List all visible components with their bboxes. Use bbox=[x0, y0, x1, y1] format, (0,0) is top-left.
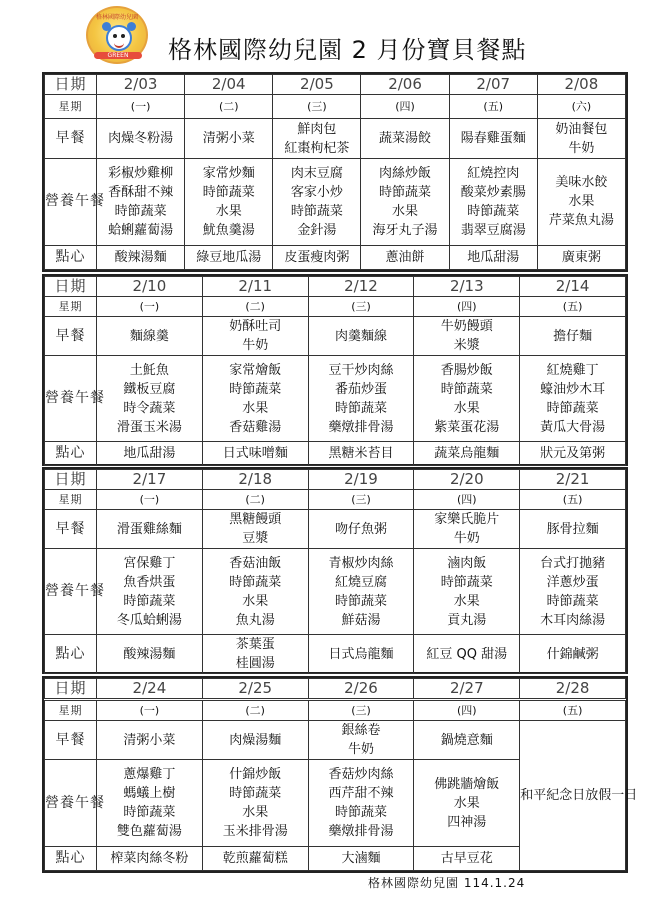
row-snack bbox=[45, 442, 626, 466]
menu-line: 彩椒炒雞柳 bbox=[108, 165, 174, 181]
lunch-cell bbox=[308, 549, 414, 635]
menu-line: 魷魚羹湯 bbox=[202, 222, 255, 238]
lunch-cell bbox=[520, 356, 626, 442]
logo-tag: GREEN bbox=[94, 52, 142, 59]
snack-cell: 酸辣湯麵 bbox=[97, 635, 203, 674]
menu-table bbox=[44, 74, 626, 270]
weekday-cell: (一) bbox=[97, 95, 185, 119]
menu-line: 藥燉排骨湯 bbox=[328, 824, 394, 840]
snack-cell: 綠豆地瓜湯 bbox=[185, 245, 273, 269]
menu-line: 佛跳牆燴飯 bbox=[434, 776, 500, 792]
row-label-weekday: 星期 bbox=[45, 490, 97, 510]
breakfast-cell: 滑蛋雞絲麵 bbox=[97, 510, 203, 549]
weekday-cell: (三) bbox=[308, 297, 414, 317]
row-label-lunch bbox=[45, 760, 105, 846]
weekday-cell: (五) bbox=[449, 95, 537, 119]
lunch-cell bbox=[97, 158, 185, 245]
menu-line: 時節蔬菜 bbox=[334, 400, 387, 416]
weekday-cell: (四) bbox=[414, 700, 520, 721]
menu-line: 芹菜魚丸湯 bbox=[548, 213, 614, 229]
menu-line: 水果 bbox=[242, 805, 269, 821]
weekday-cell: (一) bbox=[97, 490, 203, 510]
menu-line: 時節蔬菜 bbox=[334, 593, 387, 609]
breakfast-cell: 肉羹麵線 bbox=[308, 317, 414, 356]
menu-line: 螞蟻上樹 bbox=[123, 786, 176, 802]
breakfast-cell: 麵線羹 bbox=[97, 317, 203, 356]
weekday-cell: (二) bbox=[202, 297, 308, 317]
lunch-cell bbox=[308, 760, 414, 846]
row-weekday bbox=[45, 490, 626, 510]
menu-line: 時節蔬菜 bbox=[123, 593, 176, 609]
menu-line: 青椒炒肉絲 bbox=[328, 555, 394, 571]
footer-note: 格林國際幼兒園 114.1.24 bbox=[368, 876, 526, 890]
menu-line: 桂圓湯 bbox=[235, 656, 275, 671]
menu-line: 香菇炒肉絲 bbox=[328, 767, 394, 783]
menu-line: 時節蔬菜 bbox=[467, 203, 520, 219]
menu-line: 時節蔬菜 bbox=[440, 381, 493, 397]
menu-line: 牛奶 bbox=[347, 742, 374, 758]
row-label-breakfast: 早餐 bbox=[45, 317, 97, 356]
menu-line: 時節蔬菜 bbox=[202, 184, 255, 200]
weekday-cell: (四) bbox=[414, 490, 520, 510]
menu-line: 奶油餐包 bbox=[555, 121, 608, 137]
row-label-breakfast: 早餐 bbox=[45, 119, 97, 158]
menu-line: 奶酥吐司 bbox=[229, 319, 282, 334]
date-cell: 2/04 bbox=[185, 75, 273, 95]
weekday-cell: (二) bbox=[185, 95, 273, 119]
menu-line: 魚丸湯 bbox=[235, 612, 275, 628]
menu-line: 四神湯 bbox=[447, 814, 487, 830]
breakfast-cell: 豚骨拉麵 bbox=[520, 510, 626, 549]
menu-line: 米漿 bbox=[453, 338, 480, 353]
weekday-cell: (三) bbox=[308, 700, 414, 721]
lunch-cell bbox=[520, 549, 626, 635]
menu-line: 水果 bbox=[453, 593, 480, 609]
snack-cell: 古早豆花 bbox=[414, 846, 520, 870]
menu-table bbox=[44, 469, 626, 674]
row-date bbox=[45, 470, 626, 490]
logo-text: 格林國際幼兒園 bbox=[95, 14, 138, 21]
breakfast-cell: 陽春雞蛋麵 bbox=[449, 119, 537, 158]
weekday-cell: (四) bbox=[361, 95, 449, 119]
menu-line: 水果 bbox=[242, 400, 269, 416]
menu-line: 宮保雞丁 bbox=[123, 555, 176, 571]
menu-line: 茶葉蛋 bbox=[235, 637, 275, 652]
row-label-snack: 點心 bbox=[45, 442, 97, 466]
menu-line: 牛奶 bbox=[453, 531, 480, 546]
row-label-date: 日期 bbox=[45, 75, 97, 95]
snack-cell: 蔬菜烏龍麵 bbox=[414, 442, 520, 466]
date-cell: 2/08 bbox=[537, 75, 625, 95]
menu-line: 台式打拋豬 bbox=[540, 555, 606, 571]
menu-line: 時節蔬菜 bbox=[440, 574, 493, 590]
lunch-cell bbox=[202, 549, 308, 635]
date-cell: 2/12 bbox=[308, 277, 414, 297]
breakfast-cell: 擔仔麵 bbox=[520, 317, 626, 356]
row-label-date: 日期 bbox=[45, 470, 97, 490]
weekday-cell: (四) bbox=[414, 297, 520, 317]
breakfast-cell: 清粥小菜 bbox=[97, 721, 203, 760]
lunch-cell bbox=[308, 356, 414, 442]
menu-line: 鮮菇湯 bbox=[341, 612, 381, 628]
menu-line: 金針湯 bbox=[297, 222, 337, 238]
menu-line: 肉絲炒飯 bbox=[379, 165, 432, 181]
weekday-cell: (一) bbox=[97, 700, 203, 721]
menu-line: 貢丸湯 bbox=[447, 612, 487, 628]
weekday-cell: (五) bbox=[520, 490, 626, 510]
menu-line: 銀絲卷 bbox=[341, 723, 381, 739]
kindergarten-logo bbox=[86, 6, 148, 64]
menu-line: 西芹甜不辣 bbox=[328, 786, 394, 802]
weekday-cell: (三) bbox=[273, 95, 361, 119]
menu-line: 時節蔬菜 bbox=[546, 593, 599, 609]
lunch-cell bbox=[414, 549, 520, 635]
weekday-cell: (一) bbox=[97, 297, 203, 317]
date-cell: 2/03 bbox=[97, 75, 185, 95]
menu-line: 土魠魚 bbox=[129, 362, 169, 378]
date-cell: 2/21 bbox=[520, 470, 626, 490]
breakfast-cell bbox=[202, 510, 308, 549]
breakfast-cell: 鍋燒意麵 bbox=[414, 721, 520, 760]
row-date bbox=[45, 277, 626, 297]
menu-line: 時節蔬菜 bbox=[229, 574, 282, 590]
menu-line: 時節蔬菜 bbox=[123, 805, 176, 821]
menu-line: 牛奶 bbox=[568, 140, 595, 156]
menu-line: 肉末豆腐 bbox=[290, 165, 343, 181]
weekday-cell: (二) bbox=[202, 700, 308, 721]
snack-cell: 紅豆 QQ 甜湯 bbox=[414, 635, 520, 674]
menu-line: 黃瓜大骨湯 bbox=[540, 419, 606, 435]
menu-line: 魚香烘蛋 bbox=[123, 574, 176, 590]
lunch-cell bbox=[202, 760, 308, 846]
date-cell: 2/26 bbox=[308, 679, 414, 700]
row-label-snack: 點心 bbox=[45, 635, 97, 674]
row-breakfast bbox=[45, 721, 626, 760]
row-breakfast bbox=[45, 317, 626, 356]
menu-line: 時節蔬菜 bbox=[379, 184, 432, 200]
weekday-cell: (六) bbox=[537, 95, 625, 119]
menu-line: 番茄炒蛋 bbox=[334, 381, 387, 397]
menu-line: 午餐 bbox=[75, 390, 105, 406]
snack-cell: 廣東粥 bbox=[537, 245, 625, 269]
row-label-date: 日期 bbox=[45, 277, 97, 297]
snack-cell: 地瓜甜湯 bbox=[449, 245, 537, 269]
menu-line: 蛤蜊蘿蔔湯 bbox=[108, 222, 174, 238]
date-cell: 2/07 bbox=[449, 75, 537, 95]
week-table-4 bbox=[42, 676, 638, 873]
snack-cell: 什錦鹹粥 bbox=[520, 635, 626, 674]
menu-line: 香腸炒飯 bbox=[440, 362, 493, 378]
menu-line: 放假一日 bbox=[585, 788, 638, 804]
week-table-1 bbox=[42, 72, 628, 272]
menu-line: 時節蔬菜 bbox=[290, 203, 343, 219]
snack-cell: 狀元及第粥 bbox=[520, 442, 626, 466]
menu-line: 時節蔬菜 bbox=[334, 805, 387, 821]
snack-cell bbox=[202, 635, 308, 674]
menu-line: 香酥甜不辣 bbox=[108, 184, 174, 200]
lunch-cell bbox=[449, 158, 537, 245]
lunch-cell bbox=[185, 158, 273, 245]
date-cell: 2/14 bbox=[520, 277, 626, 297]
menu-line: 鮮肉包 bbox=[297, 121, 337, 137]
row-weekday bbox=[45, 297, 626, 317]
lunch-cell bbox=[97, 760, 203, 846]
menu-line: 和平紀念日 bbox=[520, 788, 586, 804]
menu-line: 酸菜炒素腸 bbox=[460, 184, 526, 200]
row-label-breakfast: 早餐 bbox=[45, 510, 97, 549]
row-lunch bbox=[45, 158, 626, 245]
date-cell: 2/18 bbox=[202, 470, 308, 490]
breakfast-cell bbox=[414, 510, 520, 549]
date-cell: 2/17 bbox=[97, 470, 203, 490]
snack-cell: 榨菜肉絲冬粉 bbox=[97, 846, 203, 870]
menu-line: 美味水餃 bbox=[555, 175, 608, 191]
date-cell: 2/25 bbox=[202, 679, 308, 700]
date-cell: 2/24 bbox=[97, 679, 203, 700]
row-weekday bbox=[45, 700, 626, 721]
lunch-cell bbox=[414, 356, 520, 442]
snack-cell: 皮蛋瘦肉粥 bbox=[273, 245, 361, 269]
row-snack bbox=[45, 245, 626, 269]
menu-line: 滷肉飯 bbox=[447, 555, 487, 571]
snack-cell: 地瓜甜湯 bbox=[97, 442, 203, 466]
date-cell: 2/06 bbox=[361, 75, 449, 95]
menu-line: 紅燒控肉 bbox=[467, 165, 520, 181]
weekday-cell: (五) bbox=[520, 700, 626, 721]
menu-line: 營養 bbox=[45, 390, 75, 406]
row-label-lunch bbox=[45, 549, 105, 635]
menu-line: 玉米排骨湯 bbox=[222, 824, 288, 840]
menu-line: 蔥爆雞丁 bbox=[123, 767, 176, 783]
row-lunch bbox=[45, 356, 626, 442]
breakfast-cell bbox=[273, 119, 361, 158]
menu-line: 木耳肉絲湯 bbox=[540, 612, 606, 628]
row-snack bbox=[45, 635, 626, 674]
row-lunch bbox=[45, 549, 626, 635]
weekday-cell: (三) bbox=[308, 490, 414, 510]
lunch-cell bbox=[97, 356, 203, 442]
menu-line: 黑糖饅頭 bbox=[229, 512, 282, 527]
breakfast-cell: 吻仔魚粥 bbox=[308, 510, 414, 549]
menu-line: 營養 bbox=[45, 794, 75, 811]
week-table-3 bbox=[42, 467, 628, 674]
menu-line: 香菇雞湯 bbox=[229, 419, 282, 435]
menu-line: 香菇油飯 bbox=[229, 555, 282, 571]
row-label-weekday: 星期 bbox=[45, 297, 97, 317]
menu-line: 紫菜蛋花湯 bbox=[434, 419, 500, 435]
breakfast-cell: 蔬菜湯餃 bbox=[361, 119, 449, 158]
lunch-cell bbox=[414, 760, 520, 846]
menu-table bbox=[44, 678, 638, 871]
holiday-notice bbox=[520, 721, 638, 871]
menu-line: 豆干炒肉絲 bbox=[328, 362, 394, 378]
menu-line: 家常炒麵 bbox=[202, 165, 255, 181]
snack-cell: 日式烏龍麵 bbox=[308, 635, 414, 674]
lunch-cell bbox=[273, 158, 361, 245]
menu-line: 水果 bbox=[242, 593, 269, 609]
menu-line: 時節蔬菜 bbox=[114, 203, 167, 219]
menu-line: 營養 bbox=[45, 193, 75, 210]
menu-line: 午餐 bbox=[75, 794, 105, 811]
snack-cell: 酸辣湯麵 bbox=[97, 245, 185, 269]
menu-line: 紅燒豆腐 bbox=[334, 574, 387, 590]
menu-table bbox=[44, 276, 626, 466]
menu-line: 翡翠豆腐湯 bbox=[460, 222, 526, 238]
menu-line: 時節蔬菜 bbox=[229, 381, 282, 397]
lunch-cell bbox=[537, 158, 625, 245]
breakfast-cell bbox=[414, 317, 520, 356]
row-label-date: 日期 bbox=[45, 679, 97, 700]
date-cell: 2/10 bbox=[97, 277, 203, 297]
weekday-cell: (二) bbox=[202, 490, 308, 510]
menu-line: 雙色蘿蔔湯 bbox=[116, 824, 182, 840]
date-cell: 2/27 bbox=[414, 679, 520, 700]
menu-line: 時節蔬菜 bbox=[546, 400, 599, 416]
date-cell: 2/20 bbox=[414, 470, 520, 490]
week-table-2 bbox=[42, 274, 628, 466]
row-label-breakfast: 早餐 bbox=[45, 721, 97, 760]
menu-line: 牛奶 bbox=[242, 338, 269, 353]
menu-line: 水果 bbox=[453, 795, 480, 811]
date-cell: 2/19 bbox=[308, 470, 414, 490]
date-cell: 2/05 bbox=[273, 75, 361, 95]
breakfast-cell: 清粥小菜 bbox=[185, 119, 273, 158]
menu-line: 家常燴飯 bbox=[229, 362, 282, 378]
menu-line: 水果 bbox=[453, 400, 480, 416]
menu-line: 紅燒雞丁 bbox=[546, 362, 599, 378]
menu-line: 牛奶饅頭 bbox=[440, 319, 493, 334]
row-label-weekday: 星期 bbox=[45, 95, 97, 119]
row-breakfast bbox=[45, 119, 626, 158]
date-cell: 2/11 bbox=[202, 277, 308, 297]
menu-line: 水果 bbox=[568, 194, 595, 210]
row-label-weekday: 星期 bbox=[45, 700, 97, 721]
menu-line: 時節蔬菜 bbox=[229, 786, 282, 802]
menu-line: 午餐 bbox=[75, 193, 105, 210]
row-date bbox=[45, 75, 626, 95]
menu-line: 藥燉排骨湯 bbox=[328, 419, 394, 435]
snack-cell: 大滷麵 bbox=[308, 846, 414, 870]
weekday-cell: (五) bbox=[520, 297, 626, 317]
menu-line: 什錦炒飯 bbox=[229, 767, 282, 783]
menu-line: 冬瓜蛤蜊湯 bbox=[116, 612, 182, 628]
menu-line: 豆漿 bbox=[242, 531, 269, 546]
breakfast-cell: 肉燥冬粉湯 bbox=[97, 119, 185, 158]
snack-cell: 黑糖米苔目 bbox=[308, 442, 414, 466]
breakfast-cell bbox=[308, 721, 414, 760]
row-breakfast bbox=[45, 510, 626, 549]
row-date bbox=[45, 679, 626, 700]
snack-cell: 日式味噌麵 bbox=[202, 442, 308, 466]
menu-line: 水果 bbox=[215, 203, 242, 219]
menu-line: 家樂氏脆片 bbox=[434, 512, 500, 527]
menu-line: 鐵板豆腐 bbox=[123, 381, 176, 397]
lunch-cell bbox=[202, 356, 308, 442]
row-label-snack: 點心 bbox=[45, 245, 97, 269]
breakfast-cell: 肉燥湯麵 bbox=[202, 721, 308, 760]
row-weekday bbox=[45, 95, 626, 119]
breakfast-cell bbox=[537, 119, 625, 158]
menu-line: 滑蛋玉米湯 bbox=[116, 419, 182, 435]
row-label-snack: 點心 bbox=[45, 846, 97, 870]
date-cell: 2/28 bbox=[520, 679, 626, 700]
snack-cell: 蔥油餅 bbox=[361, 245, 449, 269]
menu-line: 時令蔬菜 bbox=[123, 400, 176, 416]
breakfast-cell bbox=[202, 317, 308, 356]
lunch-cell bbox=[361, 158, 449, 245]
row-label-lunch bbox=[45, 356, 105, 442]
menu-line: 午餐 bbox=[75, 583, 105, 599]
menu-line: 海牙丸子湯 bbox=[372, 222, 438, 238]
menu-line: 洋蔥炒蛋 bbox=[546, 574, 599, 590]
snack-cell: 乾煎蘿蔔糕 bbox=[202, 846, 308, 870]
menu-line: 水果 bbox=[392, 203, 419, 219]
menu-line: 蠔油炒木耳 bbox=[540, 381, 606, 397]
menu-line: 營養 bbox=[45, 583, 75, 599]
row-label-lunch bbox=[45, 158, 105, 245]
menu-line: 客家小炒 bbox=[290, 184, 343, 200]
date-cell: 2/13 bbox=[414, 277, 520, 297]
page-title: 格林國際幼兒園 2 月份寶貝餐點 bbox=[168, 36, 527, 64]
lunch-cell bbox=[97, 549, 203, 635]
menu-line: 紅棗枸杞茶 bbox=[284, 140, 350, 156]
